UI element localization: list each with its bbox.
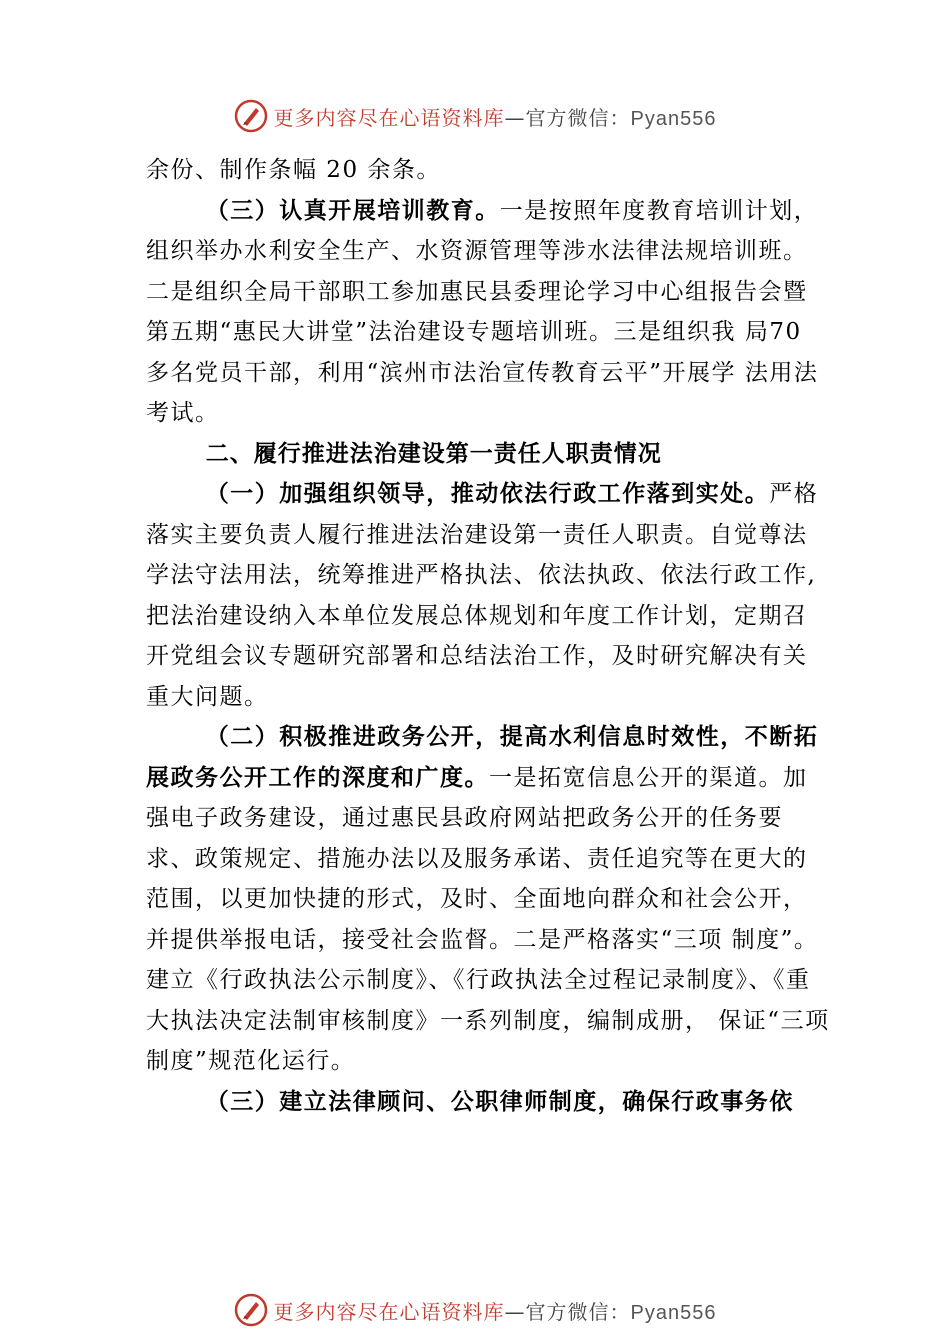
watermark-official: 官方微信： — [525, 1299, 631, 1324]
watermark-id: Pyan556 — [630, 107, 717, 130]
section-heading: 二、履行推进法治建设第一责任人职责情况 — [205, 439, 662, 467]
paragraph-training: （三）认真开展培训教育。一是按照年度教育培训计划，组织举办水利安全生产、水资源管理等涉水法律法规培训班。二是组织全局干部职工参加惠民县委理论学习中心组报告会暨第五期“惠民大讲堂”法治建设专题培训班。三是组织我 局70 多名党员干部，利用“滨州市法治宣传教育云平”开展学 法用法考试。 — [146, 196, 819, 426]
watermark-id: Pyan556 — [630, 1301, 717, 1324]
watermark-dash: — — [504, 105, 526, 130]
pen-logo-icon — [234, 99, 268, 133]
paragraph-legal-counsel: （三）建立法律顾问、公职律师制度，确保行政事务依 — [205, 1087, 794, 1115]
paragraph-leadership: （一）加强组织领导，推动依法行政工作落到实处。严格落实主要负责人履行推进法治建设第一责任人职责。自觉尊法学法守法用法，统筹推进严格执法、依法执政、依法行政工作,把法治建设纳入本单位发展总体规划和年度工作计划，定期召开党组会议专题研究部署和总结法治工作，及时研究解决有关重大问题。 — [146, 480, 819, 710]
watermark-official: 官方微信： — [525, 105, 631, 130]
watermark-footer — [0, 1290, 950, 1330]
paragraph-continued: 余份、制作条幅 20 余条。 — [146, 157, 441, 183]
watermark-header — [0, 96, 950, 136]
watermark-dash: — — [504, 1299, 526, 1324]
paragraph-transparency: （二）积极推进政务公开，提高水利信息时效性，不断拓展政务公开工作的深度和广度。一是拓宽信息公开的渠道。加强电子政务建设，通过惠民县政府网站把政务公开的任务要求、政策规定、措施办法以及服务承诺、责任追究等在更大的范围，以更加快捷的形式，及时、全面地向群众和社会公开，并提供举报电话，接受社会监督。二是严格落实“三项 制度”。建立《行政执法公示制度》、《行政执法全过程记录制度》、《重大执法决定法制审核制度》一系列制度，编制成册， 保证“三项制度”规范化运行。 — [146, 723, 830, 1074]
watermark-main: 更多内容尽在心语资料库 — [273, 105, 505, 130]
pen-logo-icon — [234, 1293, 268, 1327]
document-body — [146, 150, 830, 1122]
watermark-main: 更多内容尽在心语资料库 — [273, 1299, 505, 1324]
